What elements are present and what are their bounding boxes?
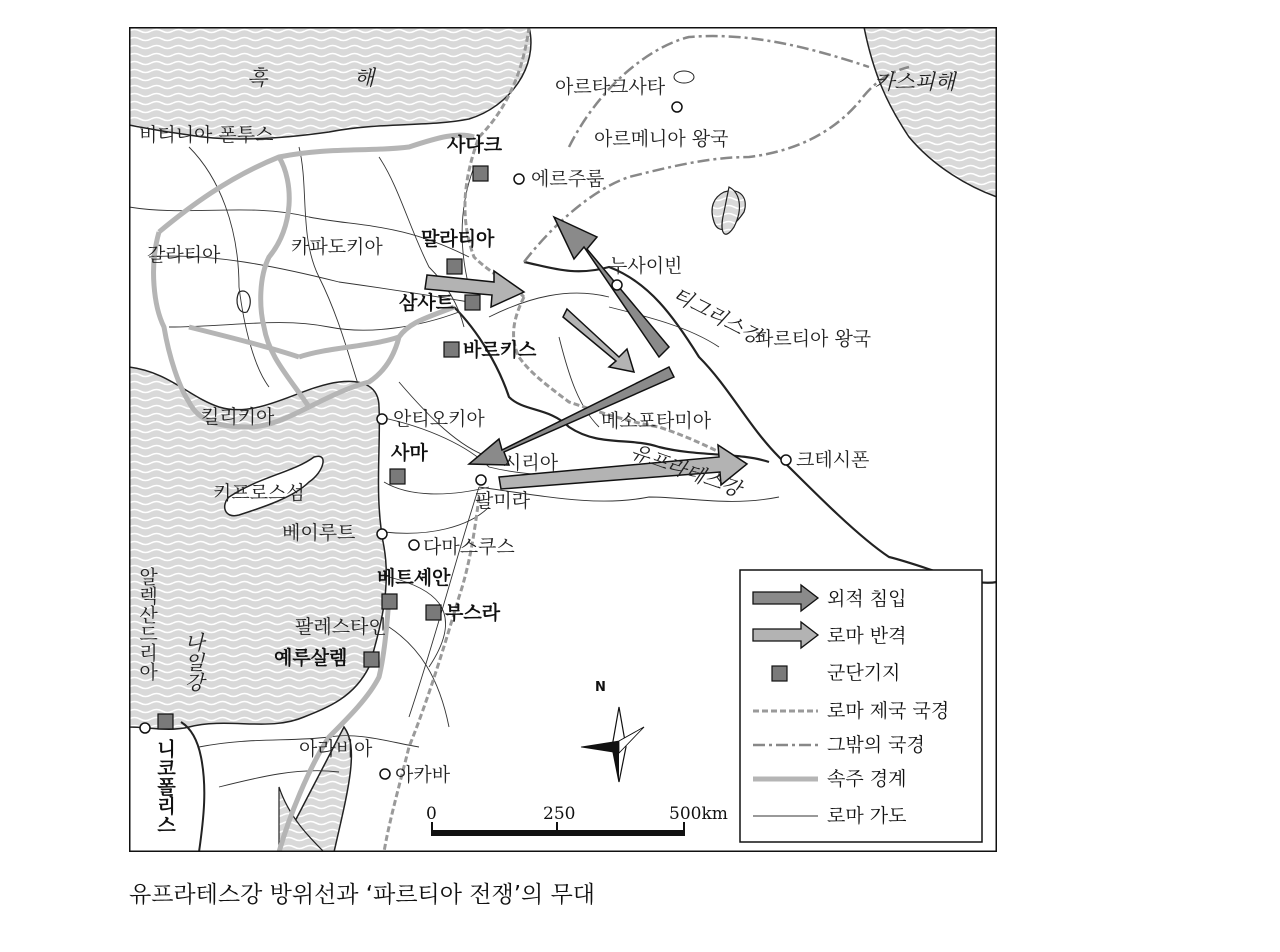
artaxata-marker bbox=[672, 102, 682, 112]
compass bbox=[581, 680, 644, 782]
euphrates-label: 유프라테스강 bbox=[627, 439, 745, 502]
black-sea-label-b: 해 bbox=[354, 66, 375, 90]
base-nicopolis bbox=[158, 714, 173, 729]
base-melitene-label: 말라티아 bbox=[421, 228, 495, 250]
legend bbox=[740, 570, 982, 842]
city-antioch-label: 안티오키아 bbox=[393, 408, 485, 430]
lake-sevan bbox=[674, 71, 694, 83]
base-bet-shean-label: 베트셰안 bbox=[377, 567, 451, 589]
city-nusaybin-label: 누사이빈 bbox=[609, 255, 683, 277]
cyprus-label: 키프로스섬 bbox=[213, 482, 305, 504]
artaxata-label: 아르타크사타 bbox=[555, 76, 666, 98]
counter-arrow-diagonal bbox=[563, 309, 634, 372]
armenia-label: 아르메니아 왕국 bbox=[594, 128, 729, 150]
city-alexandria bbox=[140, 723, 150, 733]
city-erzurum bbox=[514, 174, 524, 184]
map-canvas bbox=[129, 27, 997, 852]
city-ctesiphon-label: 크테시폰 bbox=[796, 449, 870, 471]
black-sea-label-a: 흑 bbox=[247, 66, 268, 90]
palestine-label: 팔레스타인 bbox=[295, 616, 387, 638]
city-ctesiphon bbox=[781, 455, 791, 465]
invasion-arrow-north bbox=[554, 217, 669, 357]
base-bet-shean bbox=[382, 594, 397, 609]
map-caption: 유프라테스강 방위선과 ‘파르티아 전쟁’의 무대 bbox=[129, 882, 596, 908]
scale-bar bbox=[426, 804, 728, 836]
city-nusaybin bbox=[612, 280, 622, 290]
legend-client-border-label: 속주 경계 bbox=[827, 768, 907, 790]
city-palmyra-label: 팔미라 bbox=[475, 490, 531, 512]
scale-label-0: 0 bbox=[426, 804, 437, 824]
city-aqaba bbox=[380, 769, 390, 779]
nile-label: 나일강 bbox=[181, 632, 205, 692]
base-jerusalem bbox=[364, 652, 379, 667]
legend-roman-border-label: 로마 제국 국경 bbox=[827, 700, 950, 722]
galatia-label: 갈라티아 bbox=[147, 244, 221, 266]
arabia-label: 아라비아 bbox=[299, 738, 373, 760]
legend-road-label: 로마 가도 bbox=[827, 805, 907, 827]
tigris-label: 티그리스강 bbox=[668, 282, 766, 349]
city-damascus bbox=[409, 540, 419, 550]
legend-invasion-label: 외적 침입 bbox=[827, 588, 907, 610]
parthia-label: 파르티아 왕국 bbox=[755, 328, 872, 350]
legend-base-swatch bbox=[772, 666, 787, 681]
city-palmyra bbox=[476, 475, 486, 485]
base-melitene bbox=[447, 259, 462, 274]
city-antioch bbox=[377, 414, 387, 424]
mesopotamia-label: 메소포타미아 bbox=[601, 410, 712, 432]
city-damascus-label: 다마스쿠스 bbox=[423, 536, 515, 558]
base-samah bbox=[390, 469, 405, 484]
caspian-sea bbox=[864, 27, 997, 197]
base-bareqis bbox=[444, 342, 459, 357]
base-satala bbox=[473, 166, 488, 181]
nile-river bbox=[181, 722, 204, 852]
cappadocia-label: 카파도키아 bbox=[291, 236, 383, 258]
base-bosra-label: 부스라 bbox=[445, 602, 501, 624]
city-aqaba-label: 아카바 bbox=[395, 764, 451, 786]
city-beirut bbox=[377, 529, 387, 539]
legend-counter-label: 로마 반격 bbox=[827, 625, 907, 647]
city-beirut-label: 베이루트 bbox=[282, 522, 356, 544]
scale-label-250: 250 bbox=[543, 804, 576, 824]
black-sea bbox=[129, 27, 531, 139]
base-satala-label: 사다크 bbox=[447, 134, 503, 156]
tuz-lake bbox=[237, 291, 250, 312]
cilicia-label: 킬리키아 bbox=[201, 406, 275, 428]
map bbox=[129, 27, 997, 852]
alexandria-label: 알렉산드리아 bbox=[136, 567, 158, 681]
base-bareqis-label: 바르키스 bbox=[463, 339, 537, 361]
caspian-label: 카스피해 bbox=[874, 70, 956, 94]
base-samosata-label: 삼사트 bbox=[399, 292, 455, 314]
base-samah-label: 사마 bbox=[391, 442, 428, 464]
roman-empire-border bbox=[384, 27, 729, 852]
scale-label-500: 500km bbox=[669, 804, 728, 824]
legend-base-label: 군단기지 bbox=[827, 662, 901, 684]
base-jerusalem-label: 예루살렘 bbox=[274, 647, 348, 669]
city-erzurum-label: 에르주룸 bbox=[531, 168, 605, 190]
syria-label: 시리아 bbox=[503, 452, 559, 474]
bithynia-label: 비티니아 폰투스 bbox=[139, 124, 274, 146]
base-nicopolis-label: 니코폴리스 bbox=[154, 739, 176, 834]
base-samosata bbox=[465, 295, 480, 310]
compass-north-label: N bbox=[595, 680, 606, 695]
legend-other-border-label: 그밖의 국경 bbox=[827, 734, 925, 756]
base-bosra bbox=[426, 605, 441, 620]
